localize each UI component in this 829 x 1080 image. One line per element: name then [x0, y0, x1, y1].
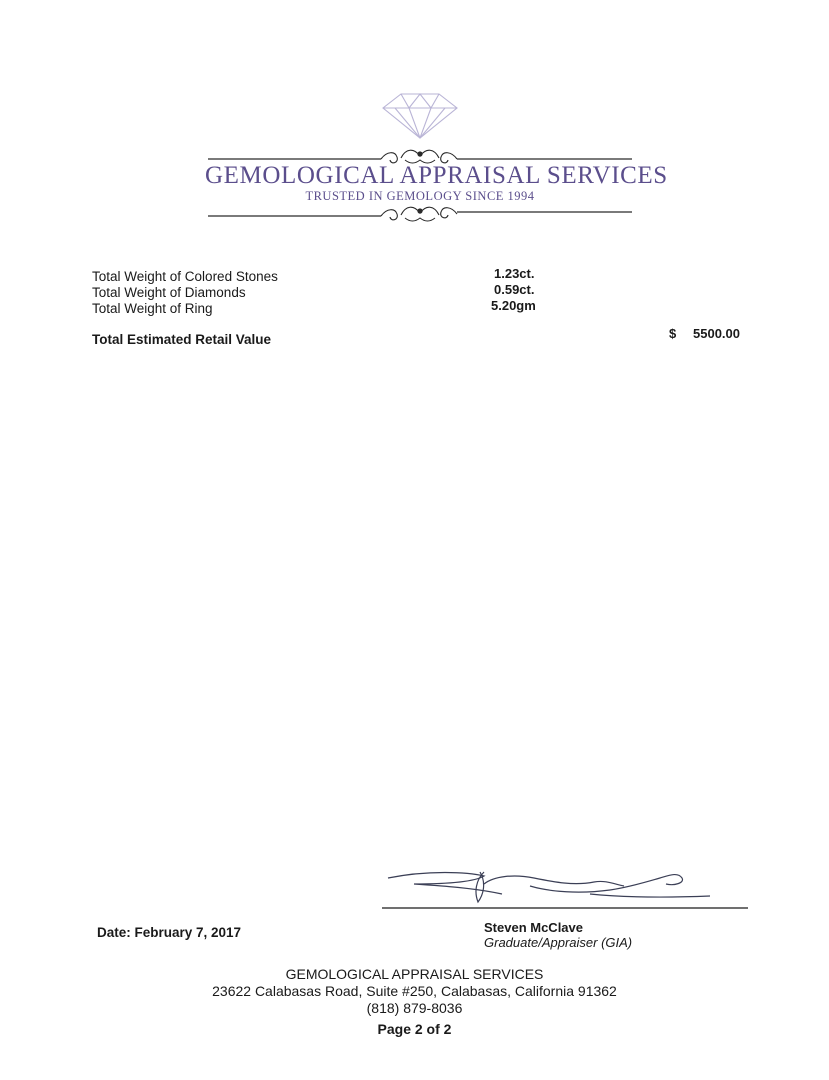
colored-stones-weight-value: 1.23ct. [494, 266, 535, 281]
footer-phone: (818) 879-8036 [366, 1000, 463, 1016]
bottom-ornament-rule [208, 207, 632, 221]
logo-graphic [205, 88, 668, 228]
total-retail-value: 5500.00 [693, 326, 740, 341]
diamonds-weight-label: Total Weight of Diamonds [92, 285, 246, 300]
appraisal-date: Date: February 7, 2017 [97, 925, 242, 940]
company-logo [205, 88, 668, 228]
footer-company: GEMOLOGICAL APPRAISAL SERVICES [285, 966, 544, 982]
appraiser-signature [380, 864, 752, 914]
page-number: Page 2 of 2 [377, 1021, 452, 1037]
colored-stones-weight-label: Total Weight of Colored Stones [92, 269, 278, 284]
diamonds-weight-value: 0.59ct. [494, 282, 535, 297]
total-retail-value-label: Total Estimated Retail Value [92, 332, 272, 347]
ring-weight-label: Total Weight of Ring [92, 301, 213, 316]
currency-symbol: $ [669, 326, 677, 341]
ring-weight-value: 5.20gm [491, 298, 536, 313]
appraiser-name: Steven McClave [484, 920, 583, 935]
diamond-icon [383, 94, 457, 138]
logo-tagline: TRUSTED IN GEMOLOGY SINCE 1994 [305, 189, 535, 203]
logo-title: GEMOLOGICAL APPRAISAL SERVICES [205, 162, 668, 189]
footer-address: 23622 Calabasas Road, Suite #250, Calabasas, California 91362 [212, 983, 617, 999]
appraiser-title: Graduate/Appraiser (GIA) [484, 935, 633, 950]
